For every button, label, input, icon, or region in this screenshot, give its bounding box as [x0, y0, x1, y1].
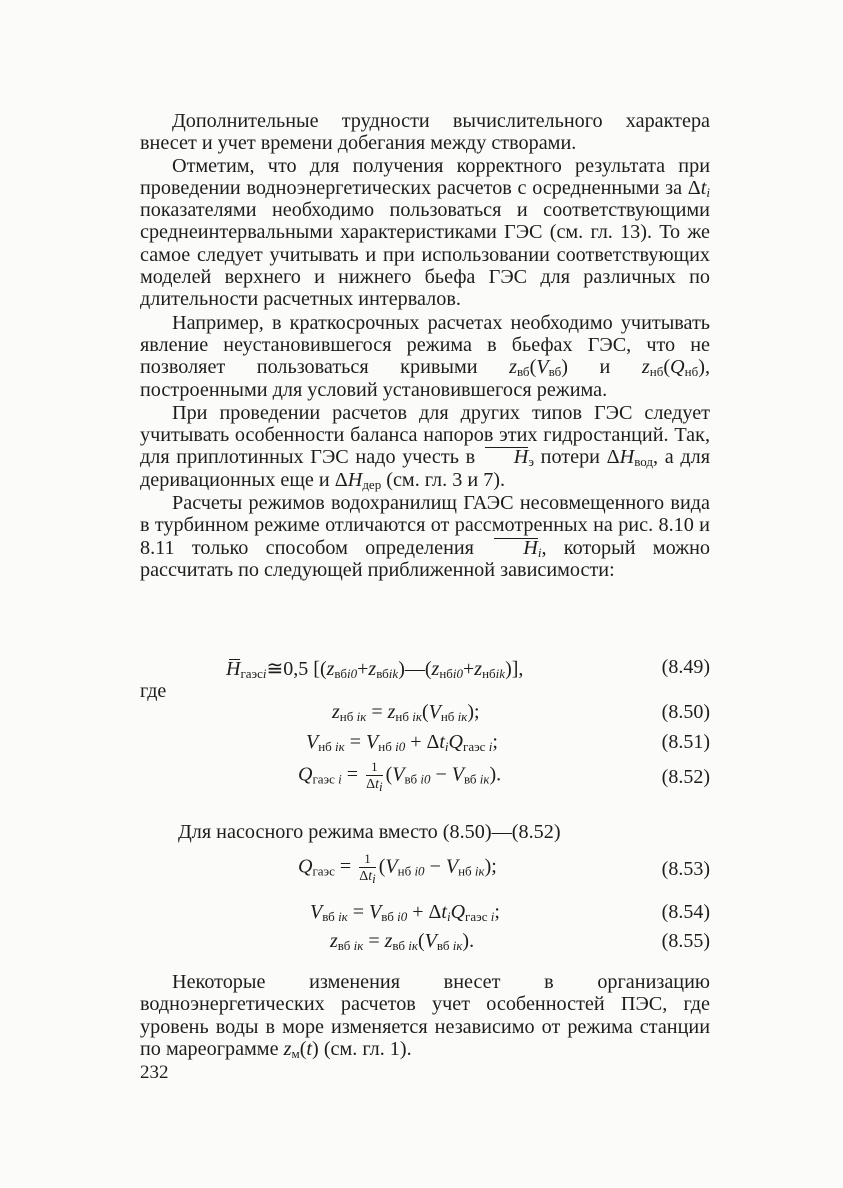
equation-expression: $H_{гаэсi}≅0,5$ $[(z_{вбi0}+z_{вбik})—(z_{нбi0}+z_{нбik})]$,	[226, 658, 524, 681]
equation-number: (8.53)	[661, 858, 710, 880]
equation-8-49	[226, 656, 710, 682]
equation-8-55	[330, 930, 710, 956]
fraction: $\frac{1}{\Delta t_i}$	[359, 851, 376, 886]
paragraph-1: Дополнительные трудности вычислительного характера внесет и учет времени добегания между створами.	[140, 110, 710, 155]
equation-number: (8.51)	[661, 731, 710, 753]
equation-expression: $Q_{гаэс i}$ = $\frac{1}{\Delta t_i}$ $(V_{вб i0} - V_{вб iк})$.	[298, 759, 502, 794]
paragraph-4: При проведении расчетов для других типов ГЭС следует учитывать особенности баланса напоров этих гидростанций. Так, для приплотинных ГЭС надо учесть в $H_э$ потери $\Delta H_{вод}$, а для деривационных еще и $\Delta H_{дер}$ (см. гл. 3 и 7).	[140, 401, 711, 492]
equation-expression: $Q_{гаэс}$ = $\frac{1}{\Delta t_i}$ $(V_{нб i0} - V_{нб iк})$;	[298, 851, 497, 886]
where-label: где	[140, 680, 167, 702]
equation-8-52	[298, 758, 710, 798]
equation-number: (8.55)	[661, 930, 710, 952]
equation-expression: $z_{вб iк} = z_{вб iк}(V_{вб iк})$.	[330, 930, 475, 953]
text-block-bottom	[140, 971, 710, 1060]
equation-expression: $V_{вб iк} = V_{вб i0} + \Delta t_iQ_{гаэс i}$;	[310, 901, 500, 924]
equation-number: (8.49)	[661, 656, 710, 678]
equation-8-51	[306, 731, 710, 757]
equation-8-54	[310, 901, 710, 927]
equation-number: (8.52)	[661, 766, 710, 788]
pump-mode-text: Для насосного режима вместо (8.50)—(8.52)	[178, 821, 561, 843]
equation-number: (8.54)	[661, 901, 710, 923]
fraction: $\frac{1}{\Delta t_i}$	[366, 759, 383, 794]
paragraph-6: Некоторые изменения внесет в организацию водноэнергетических расчетов учет особенностей ПЭС, где уровень воды в море изменяется независимо от режима станции по мареограмме $z_м(t)$ (см. гл. 1).	[140, 971, 710, 1061]
paragraph-5: Расчеты режимов водохранилищ ГАЭС несовмещенного вида в турбинном режиме отличаются от рассмотренных на рис. 8.10 и 8.11 только способом определения $H_i$, который можно рассчитать по следующей приближенной зависимости:	[140, 492, 710, 581]
paragraph-2: Отметим, что для получения корректного результата при проведении водноэнергетических расчетов с осредненными за $\Delta t_i$ показателями необходимо пользоваться и соответствующими среднеинтервальными характеристиками ГЭС (см. гл. 13). То же самое следует учитывать и при использовании соответствующих моделей верхнего и нижнего бьефа ГЭС для различных по длительности расчетных интервалов.	[140, 154, 710, 311]
equation-8-50	[306, 701, 710, 727]
text-block-top	[140, 110, 710, 581]
equation-expression: $V_{нб iк} = V_{нб i0} + \Delta t_iQ_{гаэс i}$;	[306, 731, 498, 754]
equation-8-53	[298, 850, 710, 890]
page-number: 232	[140, 1062, 169, 1083]
paragraph-3: Например, в краткосрочных расчетах необходимо учитывать явление неустановившегося режима в бьефах ГЭС, что не позволяет пользоваться кривыми $z_{вб}(V_{вб})$ и $z_{нб}(Q_{нб})$, построенными для условий установившегося режима.	[140, 311, 710, 401]
equation-number: (8.50)	[661, 701, 710, 723]
equation-expression: $z_{нб iк} = z_{нб iк}(V_{нб iк})$;	[332, 701, 480, 724]
